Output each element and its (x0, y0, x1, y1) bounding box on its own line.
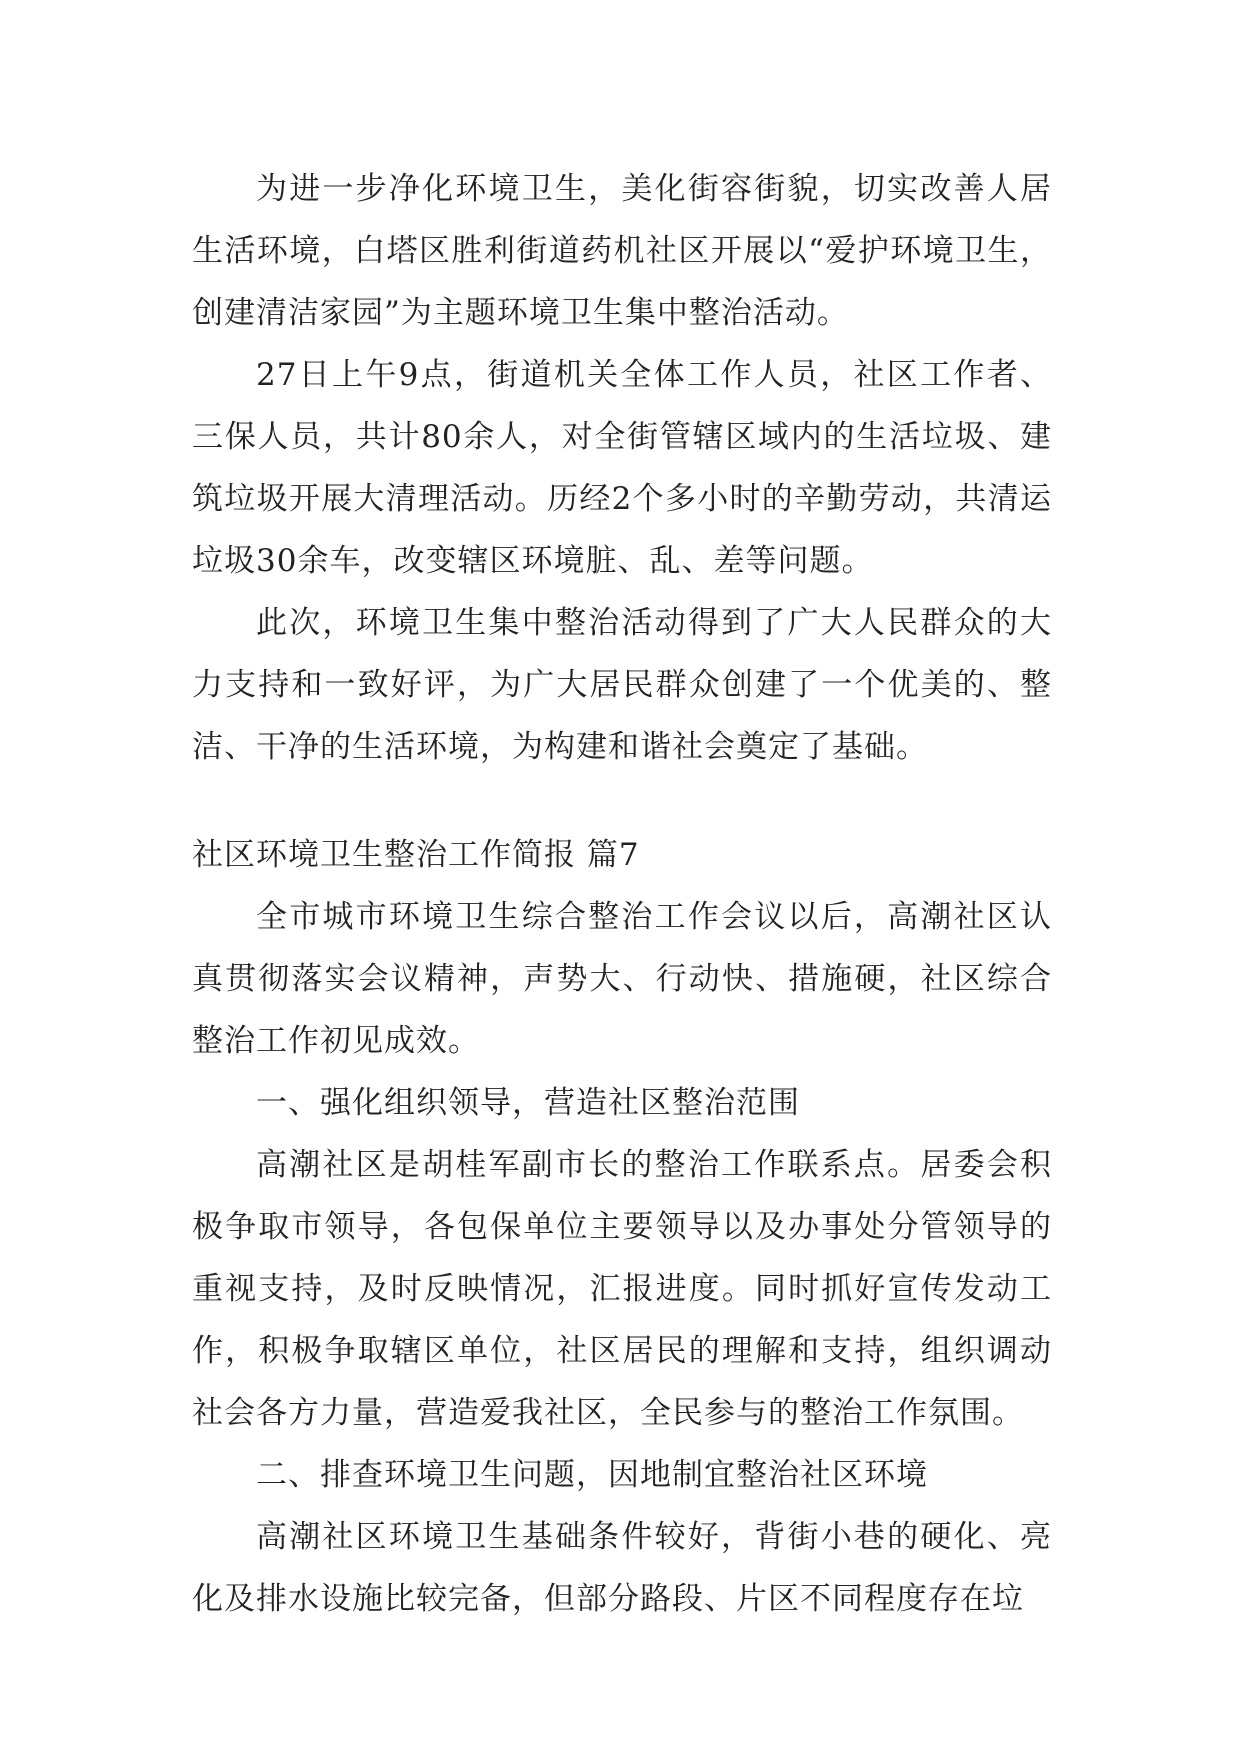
paragraph-inspection: 高潮社区环境卫生基础条件较好，背街小巷的硬化、亮化及排水设施比较完备，但部分路段、片区不同程度存在垃 (192, 1519, 1052, 1617)
paragraph-meeting: 全市城市环境卫生综合整治工作会议以后，高潮社区认真贯彻落实会议精神，声势大、行动快、措施硬，社区综合整治工作初见成效。 (192, 899, 1052, 1059)
paragraph-organization: 高潮社区是胡桂军副市长的整治工作联系点。居委会积极争取市领导，各包保单位主要领导以及办事处分管领导的重视支持，及时反映情况，汇报进度。同时抓好宣传发动工作，积极争取辖区单位，社区居民的理解和支持，组织调动社会各方力量，营造爱我社区，全民参与的整治工作氛围。 (192, 1147, 1052, 1431)
subheading-inspection: 二、排查环境卫生问题，因地制宜整治社区环境 (256, 1457, 928, 1493)
section-title: 社区环境卫生整治工作简报 篇7 (192, 837, 640, 873)
subheading-organization: 一、强化组织领导，营造社区整治范围 (256, 1085, 800, 1121)
paragraph-cleanup-result: 此次，环境卫生集中整治活动得到了广大人民群众的大力支持和一致好评，为广大居民群众创建了一个优美的、整洁、干净的生活环境，为构建和谐社会奠定了基础。 (192, 605, 1052, 765)
paragraph-cleanup-activity: 27日上午9点，街道机关全体工作人员，社区工作者、三保人员，共计80余人，对全街管辖区域内的生活垃圾、建筑垃圾开展大清理活动。历经2个多小时的辛勤劳动，共清运垃圾30余车，改变辖区环境脏、乱、差等问题。 (192, 357, 1052, 579)
document-body (192, 158, 1052, 1630)
paragraph-cleanup-intro: 为进一步净化环境卫生，美化街容街貌，切实改善人居生活环境，白塔区胜利街道药机社区开展以“爱护环境卫生，创建清洁家园”为主题环境卫生集中整治活动。 (192, 171, 1052, 331)
